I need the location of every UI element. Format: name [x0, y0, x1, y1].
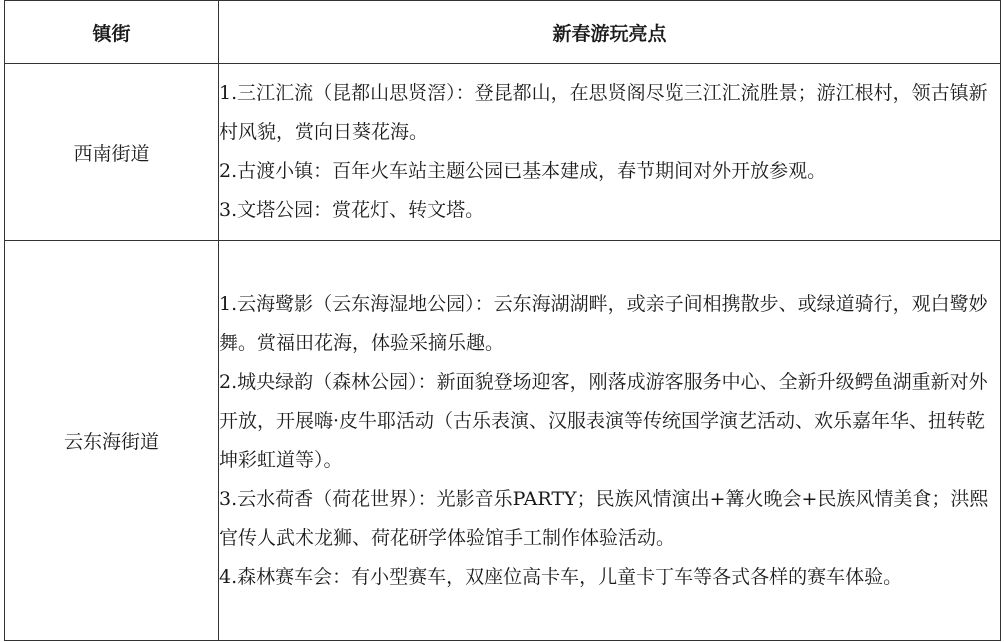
highlight-item: 2.古渡小镇：百年火车站主题公园已基本建成，春节期间对外开放参观。	[219, 160, 827, 182]
town-cell: 云东海街道	[5, 241, 219, 641]
town-cell: 西南街道	[5, 64, 219, 241]
table-bottom-rule	[4, 640, 1001, 641]
table-row	[5, 241, 1001, 641]
highlights-cell	[219, 64, 1001, 241]
highlight-item: 1.云海鹭影（云东海湿地公园）：云东海湖湖畔，或亲子间相携散步、或绿道骑行，观白鹭妙舞。赏福田花海，体验采摘乐趣。	[219, 292, 988, 354]
header-town: 镇街	[5, 1, 219, 64]
highlight-item: 1.三江汇流（昆都山思贤滘）：登昆都山，在思贤阁尽览三江汇流胜景；游江根村，领古镇新村风貌，赏向日葵花海。	[219, 82, 988, 143]
highlight-item: 3.云水荷香（荷花世界）：光影音乐PARTY；民族风情演出+篝火晚会+民族风情美食；洪熙官传人武术龙狮、荷花研学体验馆手工制作体验活动。	[219, 487, 989, 549]
table-row	[5, 64, 1001, 241]
attractions-table	[4, 0, 1001, 641]
highlight-item: 4.森林赛车会：有小型赛车，双座位高卡车，儿童卡丁车等各式各样的赛车体验。	[219, 565, 903, 588]
highlights-cell	[219, 241, 1001, 641]
header-highlights: 新春游玩亮点	[219, 1, 1001, 64]
highlight-item: 3.文塔公园：赏花灯、转文塔。	[219, 199, 485, 221]
highlight-item: 2.城央绿韵（森林公园）：新面貌登场迎客，刚落成游客服务中心、全新升级鳄鱼湖重新对外开放，开展嗨·皮牛耶活动（古乐表演、汉服表演等传统国学演艺活动、欢乐嘉年华、扭转乾坤彩虹道等）。	[219, 370, 988, 471]
table-header-row	[5, 1, 1001, 64]
